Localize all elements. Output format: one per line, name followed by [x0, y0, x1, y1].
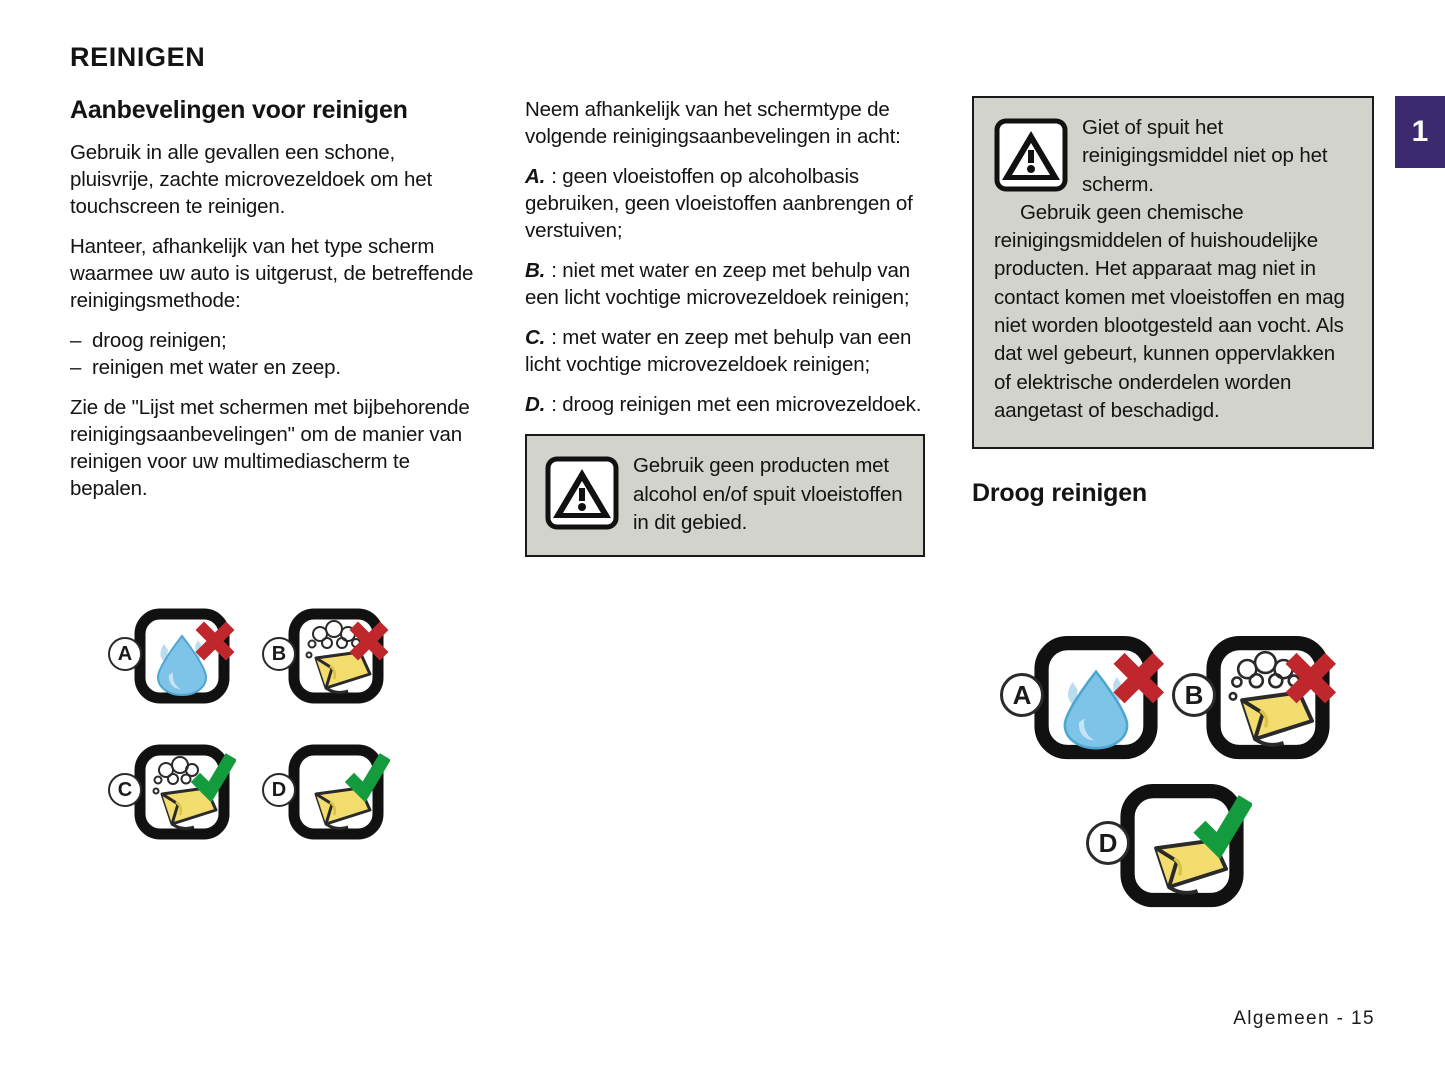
warning-text-primary: Giet of spuit het reinigingsmiddel niet op het scherm.	[1082, 116, 1328, 196]
warning-box-alcohol	[525, 434, 925, 557]
recommendation-tag: A.	[525, 165, 546, 189]
column-right	[972, 96, 1374, 522]
recommendation-text: : niet met water en zeep met behulp van een licht vochtige microvezeldoek reinigen;	[525, 259, 911, 310]
cloth-ok-icon	[1112, 773, 1252, 913]
pictogram-frame	[1198, 625, 1338, 765]
recommendation-text: : geen vloeistoffen op alcoholbasis gebruiken, geen vloeistoffen aanbrengen of verstuiven;	[525, 165, 913, 243]
pictogram-badge: A	[108, 637, 142, 671]
recommendation-tag: C.	[525, 326, 546, 350]
paragraph-screen-type-intro: Neem afhankelijk van het schermtype de volgende reinigingsaanbevelingen in acht:	[525, 98, 901, 149]
pictogram-badge: A	[1000, 673, 1044, 717]
pictogram-row-d	[1086, 773, 1340, 913]
pictogram-frame	[128, 736, 236, 844]
warning-text: Gebruik geen producten met alcohol en/of spuit vloeistoffen in dit gebied.	[633, 454, 903, 535]
foam-cloth-no-icon	[282, 600, 390, 708]
column-left	[70, 96, 478, 502]
chapter-tab-number: 1	[1411, 115, 1429, 148]
pictogram-row-ab	[1000, 625, 1340, 765]
warning-text-secondary: Gebruik geen chemische reinigingsmiddelen of huishoudelijke producten. Het apparaat mag niet in contact komen met vloeistoffen en mag niet worden blootgesteld aan vocht. Als dat wel gebeurt, kunnen oppervlakken of elektrische onderdelen worden aangetast of beschadigd.	[994, 200, 1345, 422]
pictogram-badge: B	[1172, 673, 1216, 717]
recommendation-tag: D.	[525, 393, 546, 417]
recommendation-item-d	[525, 391, 925, 418]
waterdrop-no-icon	[1026, 625, 1166, 765]
pictogram-frame	[128, 600, 236, 708]
pictogram-b-water-soap-not-allowed	[262, 600, 390, 708]
paragraph-see-list: Zie de "Lijst met schermen met bijbehorende reinigingsaanbevelingen" om de manier van reinigen voor uw multimediascherm te bepalen.	[70, 396, 470, 501]
section-heading-recommendations: Aanbevelingen voor reinigen	[70, 96, 408, 124]
pictogram-grid-right	[1000, 625, 1340, 913]
paragraph-screen-type: Hanteer, afhankelijk van het type scherm waarmee uw auto is uitgerust, de betreffende reinigingsmethode:	[70, 234, 474, 312]
recommendation-tag: B.	[525, 259, 546, 283]
warning-triangle-icon	[994, 118, 1068, 192]
waterdrop-no-icon	[128, 600, 236, 708]
page-title: REINIGEN	[70, 42, 206, 72]
recommendation-item-a	[525, 163, 925, 244]
pictogram-frame	[282, 736, 390, 844]
paragraph-clean-cloth: Gebruik in alle gevallen een schone, pluisvrije, zachte microvezeldoek om het touchscreen te reinigen.	[70, 140, 433, 218]
cleaning-method-list	[70, 327, 478, 381]
column-middle	[525, 96, 925, 557]
list-item: – droog reinigen;	[70, 327, 478, 354]
warning-box-cleaning-agent	[972, 96, 1374, 449]
chapter-tab	[1395, 96, 1445, 168]
warning-triangle-icon	[545, 456, 619, 530]
recommendation-text: : met water en zeep met behulp van een licht vochtige microvezeldoek reinigen;	[525, 326, 912, 377]
pictogram-a-water-not-allowed	[108, 600, 236, 708]
section-heading-dry-cleaning: Droog reinigen	[972, 479, 1147, 508]
page-footer: Algemeen - 15	[1233, 1008, 1375, 1029]
cloth-ok-icon	[282, 736, 390, 844]
pictogram-badge: C	[108, 773, 142, 807]
pictogram-badge: D	[1086, 821, 1130, 865]
pictogram-badge: B	[262, 637, 296, 671]
pictogram-c-water-soap-allowed	[108, 736, 236, 844]
pictogram-badge: D	[262, 773, 296, 807]
pictogram-d-dry-clean-allowed	[1086, 773, 1252, 913]
pictogram-b-water-soap-not-allowed	[1172, 625, 1338, 765]
pictogram-frame	[1026, 625, 1166, 765]
pictogram-a-water-not-allowed	[1000, 625, 1166, 765]
recommendation-item-b	[525, 257, 925, 311]
list-item: – reinigen met water en zeep.	[70, 354, 478, 381]
foam-cloth-ok-icon	[128, 736, 236, 844]
pictogram-frame	[282, 600, 390, 708]
pictogram-row-cd	[108, 736, 408, 844]
foam-cloth-no-icon	[1198, 625, 1338, 765]
pictogram-grid-left	[108, 600, 408, 844]
recommendation-text: : droog reinigen met een microvezeldoek.	[551, 393, 922, 417]
pictogram-frame	[1112, 773, 1252, 913]
recommendation-item-c	[525, 324, 925, 378]
pictogram-d-dry-clean-allowed	[262, 736, 390, 844]
pictogram-row-ab	[108, 600, 408, 708]
